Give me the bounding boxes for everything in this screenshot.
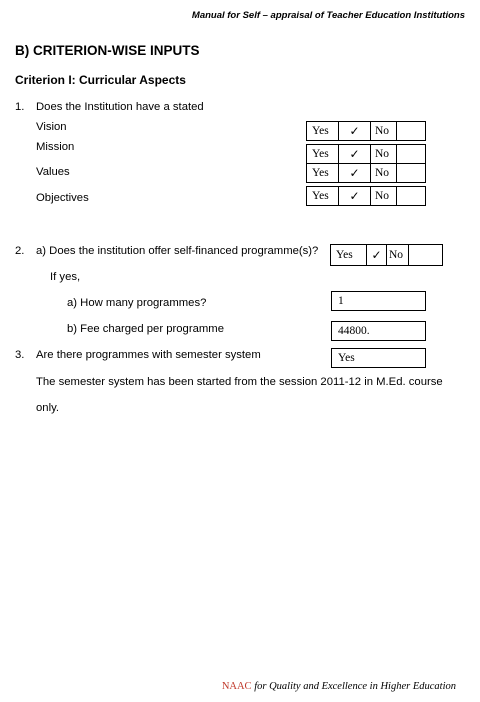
q2-number: 2. bbox=[15, 245, 25, 257]
running-header: Manual for Self – appraisal of Teacher Education Institutions bbox=[191, 10, 465, 21]
q2a-value: 1 bbox=[331, 291, 426, 311]
criterion-title: Criterion I: Curricular Aspects bbox=[15, 73, 186, 87]
q1-label-mission: Mission bbox=[36, 141, 75, 153]
q3-note-line1: The semester system has been started from the session 2011-12 in M.Ed. course bbox=[36, 376, 443, 388]
q2-answer bbox=[330, 244, 443, 266]
blank-cell bbox=[397, 164, 425, 182]
q3-number: 3. bbox=[15, 349, 25, 361]
yes-cell: Yes bbox=[307, 122, 339, 140]
blank-cell bbox=[397, 187, 425, 205]
q1-label-vision: Vision bbox=[36, 121, 67, 133]
yes-cell: Yes bbox=[307, 145, 339, 163]
q1-mission-answer bbox=[306, 144, 426, 164]
check-icon: ✓ bbox=[339, 164, 371, 182]
blank-cell bbox=[397, 122, 425, 140]
q2-if-yes: If yes, bbox=[50, 271, 81, 283]
q1-label-objectives: Objectives bbox=[36, 192, 89, 204]
q3-note-line2: only. bbox=[36, 402, 60, 414]
q1-label-values: Values bbox=[36, 166, 70, 178]
blank-cell bbox=[397, 145, 425, 163]
q1-values-answer bbox=[306, 163, 426, 183]
q1-objectives-answer bbox=[306, 186, 426, 206]
check-icon: ✓ bbox=[339, 122, 371, 140]
yes-cell: Yes bbox=[307, 164, 339, 182]
yes-cell: Yes bbox=[307, 187, 339, 205]
yes-cell: Yes bbox=[331, 245, 367, 265]
section-title: B) CRITERION-WISE INPUTS bbox=[15, 43, 200, 58]
footer-tagline: for Quality and Excellence in Higher Education bbox=[254, 681, 456, 692]
q3-value: Yes bbox=[331, 348, 426, 368]
footer bbox=[222, 681, 456, 692]
check-icon: ✓ bbox=[339, 145, 371, 163]
naac-mark: NAAC bbox=[221, 681, 252, 692]
q1-number: 1. bbox=[15, 101, 25, 113]
no-cell: No bbox=[371, 164, 397, 182]
q2b-value: 44800. bbox=[331, 321, 426, 341]
no-cell: No bbox=[371, 122, 397, 140]
no-cell: No bbox=[387, 245, 409, 265]
q2a-text: a) How many programmes? bbox=[67, 297, 207, 309]
q1-vision-answer bbox=[306, 121, 426, 141]
q2b-text: b) Fee charged per programme bbox=[67, 323, 224, 335]
check-icon: ✓ bbox=[367, 245, 387, 265]
blank-cell bbox=[409, 245, 442, 265]
q2-text: a) Does the institution offer self-financed programme(s)? bbox=[36, 245, 319, 257]
q1-text: Does the Institution have a stated bbox=[36, 101, 204, 113]
q3-text: Are there programmes with semester system bbox=[36, 349, 261, 361]
no-cell: No bbox=[371, 187, 397, 205]
check-icon: ✓ bbox=[339, 187, 371, 205]
no-cell: No bbox=[371, 145, 397, 163]
